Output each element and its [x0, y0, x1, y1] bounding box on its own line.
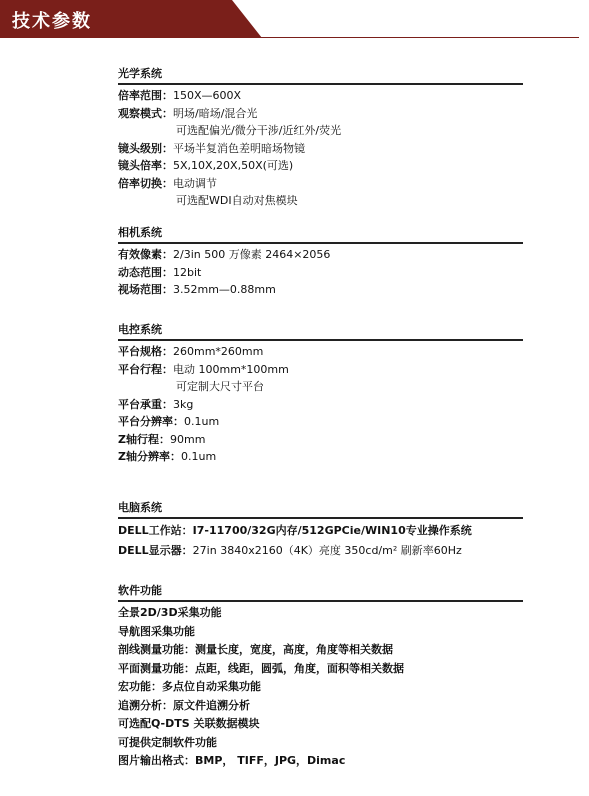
spec-value: 3.52mm—0.88mm — [173, 283, 276, 296]
spec-row — [118, 105, 523, 123]
spec-label: 观察模式： — [118, 106, 173, 120]
spec-label: DELL显示器： — [118, 544, 193, 557]
spec-label: DELL工作站： — [118, 524, 193, 537]
header-divider — [250, 37, 579, 38]
spec-label: 平台行程： — [118, 362, 173, 376]
spec-row — [118, 157, 523, 175]
header — [0, 0, 589, 38]
spec-value: 150X—600X — [173, 89, 242, 102]
spec-label: 镜头级别： — [118, 141, 173, 155]
section-title: 电脑系统 — [118, 501, 162, 514]
spec-value: 电动调节 — [173, 176, 217, 190]
spec-label: 镜头倍率： — [118, 159, 173, 172]
section-divider — [118, 339, 523, 341]
spec-value: 3kg — [173, 397, 194, 411]
section-divider — [118, 242, 523, 244]
feature-item: 追溯分析：原文件追溯分析 — [118, 698, 250, 712]
spec-value-continued: 可定制大尺寸平台 — [176, 380, 264, 393]
spec-row — [118, 175, 523, 193]
feature-item: 全景2D/3D采集功能 — [118, 606, 222, 619]
spec-label: 平台承重： — [118, 397, 173, 411]
spec-row — [118, 246, 523, 264]
spec-row — [118, 281, 523, 299]
spec-label: Z轴分辨率： — [118, 450, 181, 463]
spec-row — [118, 541, 523, 561]
spec-value: 平场半复消色差明暗场物镜 — [173, 141, 305, 155]
feature-item: 导航图采集功能 — [118, 624, 195, 638]
feature-item: 可选配Q-DTS 关联数据模块 — [118, 717, 260, 730]
spec-value-continued: 可选配偏光/微分干涉/近红外/荧光 — [176, 124, 342, 137]
section-divider — [118, 83, 523, 85]
section-title: 相机系统 — [118, 226, 162, 239]
spec-label: 有效像素： — [118, 248, 173, 261]
section-camera — [118, 225, 523, 299]
spec-value: 电动 100mm*100mm — [173, 362, 289, 376]
spec-label: 平台规格： — [118, 345, 173, 358]
spec-value: 27in 3840x2160（4K）亮度 350cd/m² 刷新率60Hz — [192, 544, 462, 557]
section-title: 光学系统 — [118, 67, 162, 80]
spec-label: 平台分辨率： — [118, 415, 184, 428]
section-divider — [118, 517, 523, 519]
spec-value: 明场/暗场/混合光 — [173, 106, 258, 120]
spec-value: 5X,10X,20X,50X(可选) — [173, 159, 294, 172]
spec-value: 90mm — [169, 432, 206, 446]
spec-label: 倍率范围： — [118, 89, 173, 102]
section-control — [118, 322, 523, 466]
page-title: 技术参数 — [12, 11, 92, 32]
spec-row — [118, 264, 523, 282]
feature-item: 可提供定制软件功能 — [118, 735, 217, 749]
feature-item: 图片输出格式：BMP， TIFF，JPG，Dimac — [118, 754, 346, 767]
section-title: 软件功能 — [118, 584, 162, 597]
spec-label: 视场范围： — [118, 283, 173, 296]
feature-item: 宏功能：多点位自动采集功能 — [118, 680, 261, 693]
section-software — [118, 583, 523, 771]
spec-row — [118, 343, 523, 361]
section-divider — [118, 600, 523, 602]
spec-value: 260mm*260mm — [173, 345, 264, 358]
spec-row — [118, 448, 523, 466]
spec-value: I7-11700/32G内存/512GPCie/WIN10专业操作系统 — [192, 524, 472, 537]
spec-row — [118, 413, 523, 431]
spec-label: 动态范围： — [118, 265, 173, 279]
spec-value: 2/3in 500 万像素 2464×2056 — [173, 248, 331, 261]
spec-row — [118, 396, 523, 414]
spec-row — [118, 521, 523, 541]
spec-value: 12bit — [173, 265, 202, 279]
section-optical — [118, 66, 523, 210]
section-computer — [118, 500, 523, 561]
spec-row — [118, 140, 523, 158]
spec-label: Z轴行程： — [118, 432, 170, 446]
spec-value: 0.1um — [180, 450, 217, 463]
feature-item: 平面测量功能：点距，线距，圆弧，角度，面积等相关数据 — [118, 661, 404, 675]
section-title: 电控系统 — [118, 323, 162, 336]
spec-value: 0.1um — [184, 415, 220, 428]
spec-row — [118, 431, 523, 449]
spec-row — [118, 361, 523, 379]
spec-value-continued: 可选配WDI自动对焦模块 — [176, 194, 298, 207]
feature-item: 剖线测量功能：测量长度，宽度，高度，角度等相关数据 — [118, 643, 393, 656]
spec-row — [118, 87, 523, 105]
spec-label: 倍率切换： — [118, 176, 173, 190]
